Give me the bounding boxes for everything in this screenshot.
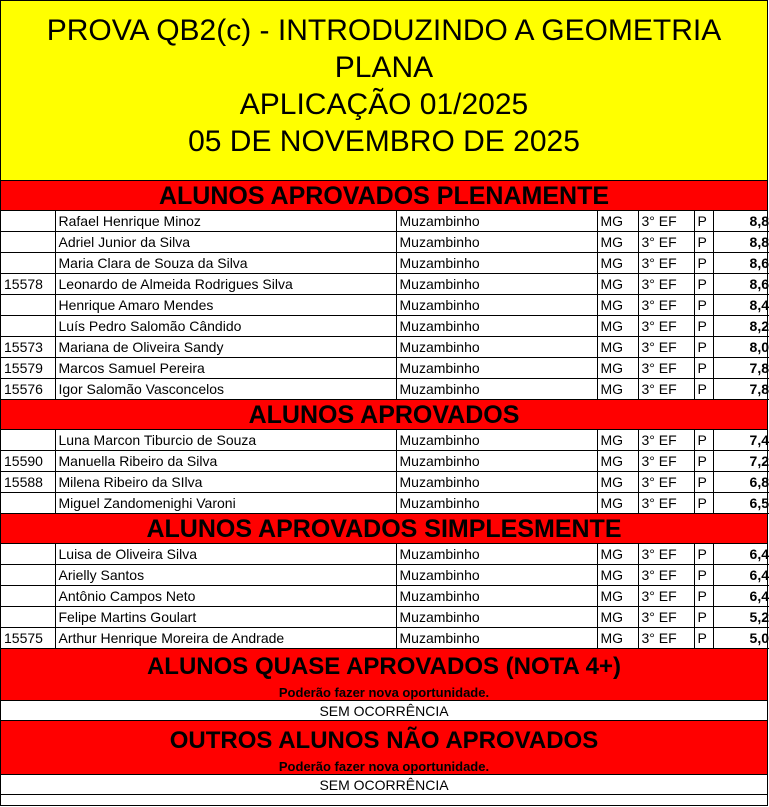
table-row <box>1 337 769 358</box>
student-type: P <box>694 628 713 649</box>
student-type: P <box>694 586 713 607</box>
section-heading: ALUNOS APROVADOS PLENAMENTE <box>1 181 767 211</box>
table-row <box>1 430 769 451</box>
student-grade-level: 3° EF <box>638 358 694 379</box>
title-line-4: 05 DE NOVEMBRO DE 2025 <box>188 125 580 158</box>
student-id: 15578 <box>1 274 55 295</box>
student-city: Muzambinho <box>396 253 597 274</box>
student-grade-level: 3° EF <box>638 607 694 628</box>
student-score: 6,8 <box>713 472 769 493</box>
table-row <box>1 211 769 232</box>
student-state: MG <box>597 253 638 274</box>
student-id: 15588 <box>1 472 55 493</box>
student-name: Adriel Junior da Silva <box>55 232 396 253</box>
table-row <box>1 358 769 379</box>
title-line-3: APLICAÇÃO 01/2025 <box>239 88 529 121</box>
student-type: P <box>694 544 713 565</box>
students-table <box>1 211 769 400</box>
student-score: 6,4 <box>713 586 769 607</box>
student-id <box>1 586 55 607</box>
student-city: Muzambinho <box>396 586 597 607</box>
table-row <box>1 472 769 493</box>
student-name: Leonardo de Almeida Rodrigues Silva <box>55 274 396 295</box>
student-grade-level: 3° EF <box>638 295 694 316</box>
student-state: MG <box>597 628 638 649</box>
not-approved-empty: SEM OCORRÊNCIA <box>1 775 767 795</box>
table-row <box>1 274 769 295</box>
student-id: 15576 <box>1 379 55 400</box>
student-grade-level: 3° EF <box>638 211 694 232</box>
student-type: P <box>694 472 713 493</box>
student-type: P <box>694 565 713 586</box>
student-grade-level: 3° EF <box>638 316 694 337</box>
table-row <box>1 565 769 586</box>
student-state: MG <box>597 586 638 607</box>
student-grade-level: 3° EF <box>638 430 694 451</box>
table-row <box>1 253 769 274</box>
not-approved-heading: OUTROS ALUNOS NÃO APROVADOS <box>1 723 767 759</box>
student-score: 6,4 <box>713 565 769 586</box>
section-heading: ALUNOS APROVADOS SIMPLESMENTE <box>1 514 767 544</box>
student-state: MG <box>597 337 638 358</box>
student-id <box>1 565 55 586</box>
student-type: P <box>694 295 713 316</box>
student-name: Luna Marcon Tiburcio de Souza <box>55 430 396 451</box>
student-score: 5,2 <box>713 607 769 628</box>
student-name: Luisa de Oliveira Silva <box>55 544 396 565</box>
student-score: 7,2 <box>713 451 769 472</box>
student-state: MG <box>597 493 638 514</box>
student-id <box>1 316 55 337</box>
student-city: Muzambinho <box>396 472 597 493</box>
student-state: MG <box>597 379 638 400</box>
student-id <box>1 493 55 514</box>
student-city: Muzambinho <box>396 211 597 232</box>
sections-container <box>1 181 767 649</box>
student-city: Muzambinho <box>396 379 597 400</box>
student-grade-level: 3° EF <box>638 379 694 400</box>
table-row <box>1 295 769 316</box>
table-row <box>1 379 769 400</box>
student-grade-level: 3° EF <box>638 451 694 472</box>
student-state: MG <box>597 232 638 253</box>
student-name: Miguel Zandomenighi Varoni <box>55 493 396 514</box>
student-grade-level: 3° EF <box>638 586 694 607</box>
table-row <box>1 451 769 472</box>
not-approved-note: Poderão fazer nova oportunidade. <box>1 759 767 775</box>
student-type: P <box>694 379 713 400</box>
student-name: Maria Clara de Souza da Silva <box>55 253 396 274</box>
student-type: P <box>694 430 713 451</box>
student-city: Muzambinho <box>396 274 597 295</box>
section-heading: ALUNOS APROVADOS <box>1 400 767 430</box>
student-grade-level: 3° EF <box>638 337 694 358</box>
table-row <box>1 316 769 337</box>
title-line-2: PLANA <box>334 51 434 84</box>
student-state: MG <box>597 451 638 472</box>
student-city: Muzambinho <box>396 451 597 472</box>
student-type: P <box>694 358 713 379</box>
student-state: MG <box>597 211 638 232</box>
student-grade-level: 3° EF <box>638 628 694 649</box>
student-id <box>1 211 55 232</box>
student-grade-level: 3° EF <box>638 544 694 565</box>
student-city: Muzambinho <box>396 295 597 316</box>
student-city: Muzambinho <box>396 337 597 358</box>
student-name: Marcos Samuel Pereira <box>55 358 396 379</box>
student-type: P <box>694 337 713 358</box>
student-name: Rafael Henrique Minoz <box>55 211 396 232</box>
student-state: MG <box>597 295 638 316</box>
student-name: Felipe Martins Goulart <box>55 607 396 628</box>
student-score: 6,5 <box>713 493 769 514</box>
table-row <box>1 232 769 253</box>
student-id: 15579 <box>1 358 55 379</box>
student-city: Muzambinho <box>396 493 597 514</box>
title-box <box>1 1 767 181</box>
student-score: 8,4 <box>713 295 769 316</box>
student-city: Muzambinho <box>396 358 597 379</box>
student-type: P <box>694 316 713 337</box>
student-type: P <box>694 211 713 232</box>
student-name: Arielly Santos <box>55 565 396 586</box>
student-score: 7,4 <box>713 430 769 451</box>
table-row <box>1 493 769 514</box>
student-grade-level: 3° EF <box>638 253 694 274</box>
student-grade-level: 3° EF <box>638 493 694 514</box>
student-type: P <box>694 232 713 253</box>
student-id <box>1 430 55 451</box>
student-name: Mariana de Oliveira Sandy <box>55 337 396 358</box>
student-city: Muzambinho <box>396 544 597 565</box>
table-row <box>1 544 769 565</box>
student-state: MG <box>597 607 638 628</box>
student-grade-level: 3° EF <box>638 274 694 295</box>
student-id <box>1 544 55 565</box>
student-state: MG <box>597 544 638 565</box>
student-id <box>1 253 55 274</box>
student-score: 8,6 <box>713 253 769 274</box>
student-id: 15575 <box>1 628 55 649</box>
student-name: Igor Salomão Vasconcelos <box>55 379 396 400</box>
student-score: 8,8 <box>713 211 769 232</box>
student-name: Manuella Ribeiro da Silva <box>55 451 396 472</box>
student-city: Muzambinho <box>396 232 597 253</box>
student-state: MG <box>597 430 638 451</box>
student-score: 5,0 <box>713 628 769 649</box>
students-table <box>1 430 769 514</box>
student-score: 8,8 <box>713 232 769 253</box>
table-row <box>1 628 769 649</box>
student-city: Muzambinho <box>396 316 597 337</box>
title-line-1: PROVA QB2(c) - INTRODUZINDO A GEOMETRIA <box>46 14 722 47</box>
student-id: 15573 <box>1 337 55 358</box>
student-state: MG <box>597 316 638 337</box>
table-row <box>1 586 769 607</box>
student-grade-level: 3° EF <box>638 565 694 586</box>
student-id <box>1 295 55 316</box>
student-name: Antônio Campos Neto <box>55 586 396 607</box>
student-city: Muzambinho <box>396 607 597 628</box>
student-score: 7,8 <box>713 358 769 379</box>
student-id <box>1 607 55 628</box>
student-id <box>1 232 55 253</box>
students-table <box>1 544 769 649</box>
almost-approved-note: Poderão fazer nova oportunidade. <box>1 685 767 701</box>
student-type: P <box>694 451 713 472</box>
student-id: 15590 <box>1 451 55 472</box>
student-name: Arthur Henrique Moreira de Andrade <box>55 628 396 649</box>
student-type: P <box>694 274 713 295</box>
student-score: 8,0 <box>713 337 769 358</box>
student-score: 8,6 <box>713 274 769 295</box>
student-state: MG <box>597 472 638 493</box>
student-type: P <box>694 607 713 628</box>
student-score: 8,2 <box>713 316 769 337</box>
almost-approved-empty: SEM OCORRÊNCIA <box>1 701 767 721</box>
student-city: Muzambinho <box>396 430 597 451</box>
student-state: MG <box>597 358 638 379</box>
student-grade-level: 3° EF <box>638 232 694 253</box>
student-score: 6,4 <box>713 544 769 565</box>
student-name: Henrique Amaro Mendes <box>55 295 396 316</box>
student-type: P <box>694 493 713 514</box>
student-state: MG <box>597 274 638 295</box>
student-city: Muzambinho <box>396 565 597 586</box>
student-city: Muzambinho <box>396 628 597 649</box>
student-score: 7,8 <box>713 379 769 400</box>
student-grade-level: 3° EF <box>638 472 694 493</box>
student-type: P <box>694 253 713 274</box>
student-name: Luís Pedro Salomão Cândido <box>55 316 396 337</box>
table-row <box>1 607 769 628</box>
almost-approved-heading: ALUNOS QUASE APROVADOS (NOTA 4+) <box>1 649 767 685</box>
student-name: Milena Ribeiro da SIlva <box>55 472 396 493</box>
student-state: MG <box>597 565 638 586</box>
